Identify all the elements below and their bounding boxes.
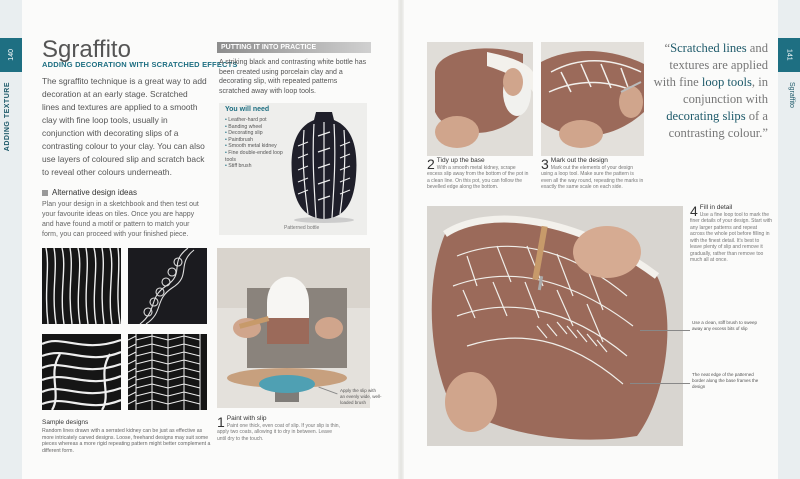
step2-photo (427, 42, 533, 156)
page-gutter (398, 0, 404, 479)
annotation-a: Use a clean, stiff brush to sweep away any excess bits of slip (692, 320, 757, 331)
alt-design-heading-text: Alternative design ideas (52, 188, 137, 197)
step2-title: Tidy up the base (436, 157, 485, 164)
step1-text: Paint one thick, even coat of slip. If your slip is thin, apply two coats, allowing it to dry in between. Leave until dry to the touch. (217, 422, 340, 442)
right-section-label: Sgraffito (788, 82, 795, 108)
annotation-b-line (630, 383, 690, 384)
need-item: • Leather-hard pot (225, 117, 283, 124)
sample-tile-curved-stripes (42, 334, 121, 410)
quote-highlight: Scratched lines (670, 41, 747, 55)
page-title: Sgraffito (42, 36, 131, 63)
step3-title: Mark out the design (550, 157, 608, 164)
step3-text: Mark out the elements of your design using a loop tool. Make sure the pattern is even all the way round, repeating the marks in exactly the same scale on each side. (541, 164, 644, 190)
step1-photo (217, 248, 370, 408)
step4-number: 4 (690, 203, 698, 219)
step2-number: 2 (427, 156, 435, 172)
step3-caption (541, 158, 644, 191)
you-will-need-title: You will need (225, 106, 270, 113)
annotation-a-line (640, 330, 690, 331)
sample-designs-text: Random lines drawn with a serrated kidney can be just as effective as more intricately carved designs. Loose, freehand designs may suit some pieces whereas a more rigid repeating pattern might better complement a different form. (42, 427, 211, 455)
quote-open: “ (664, 41, 671, 55)
right-section-tab (778, 0, 800, 479)
sample-designs-title: Sample designs (42, 419, 89, 426)
need-item: • Paintbrush (225, 137, 283, 144)
sample-designs-caption (42, 420, 212, 455)
annotation-b: The neat edge of the patterned border along the base frames the design (692, 372, 759, 389)
bullet-square-icon (42, 190, 48, 196)
step2-text: With a smooth metal kidney, scrape excess slip away from the bottom of the pot in a clean line. On this pot, you can follow the bevelled edge along the bottom. (427, 164, 529, 190)
step1-caption (217, 416, 342, 442)
quote-highlight: decorating slips (666, 109, 746, 123)
need-item: • Smooth metal kidney (225, 143, 283, 150)
quote-highlight: loop tools (701, 75, 752, 89)
pull-quote (648, 40, 768, 142)
practice-banner: PUTTING IT INTO PRACTICE (217, 42, 371, 53)
step1-annotation: Apply the slip with an evenly wide, well-loaded brush (340, 388, 382, 405)
need-item: • Decorating slip (225, 130, 283, 137)
you-will-need-list (225, 117, 283, 170)
need-item: • Banding wheel (225, 124, 283, 131)
step4-text: Use a fine loop tool to mark the finer details of your design. Start with any larger patterns and repeat across the whole pot before filling in with the finest detail. It's best to leave plenty of slip and remove it gradually, rather than remove too much all at once. (690, 211, 772, 263)
step3-photo (541, 42, 644, 156)
need-item: • Stiff brush (225, 163, 283, 170)
page-subtitle: ADDING DECORATION WITH SCRATCHED EFFECTS (42, 60, 238, 69)
practice-text: A striking black and contrasting white bottle has been created using porcelain clay and a decorating slip, with repeated patterns scratched away with loop tools. (219, 59, 367, 95)
sample-tile-wavy-lines (42, 248, 121, 324)
intro-paragraph: The sgraffito technique is a great way to add decoration at an early stage. Scratched lines and textures are applied to a smooth clay with fine loop tools, usually in conjunction with decorating slips of a contrasting colour to your clay. You can also use layers of coloured slip and scratch back to reveal other colours underneath. (42, 76, 207, 177)
alt-design-heading (42, 188, 137, 197)
quote-text: , in conjunction with (683, 75, 768, 106)
alt-design-text: Plan your design in a sketchbook and then test out your favourite ideas on tiles. Once you are happy and have found a motif or pattern to match your form, you can proceed with your finished piece. (42, 201, 199, 238)
step2-caption (427, 158, 531, 191)
left-section-label: ADDING TEXTURE (4, 82, 11, 152)
patterned-bottle-image (284, 106, 364, 224)
sample-tile-looped-band (128, 248, 207, 324)
bottle-caption: Patterned bottle (284, 225, 320, 231)
step4-title: Fill in detail (699, 204, 733, 211)
left-page-number: 140 (0, 38, 22, 72)
step4-photo (427, 206, 683, 446)
step1-title: Paint with slip (226, 415, 267, 422)
step3-number: 3 (541, 156, 549, 172)
step1-number: 1 (217, 414, 225, 430)
left-section-tab (0, 0, 22, 479)
step4-caption (690, 205, 772, 264)
need-item: • Fine double-ended loop tools (225, 150, 283, 163)
quote-text: and textures are applied with fine (653, 41, 768, 89)
quote-close: of a contrasting colour.” (668, 109, 768, 140)
sample-tile-herringbone (128, 334, 207, 410)
right-page-number: 141 (778, 38, 800, 72)
